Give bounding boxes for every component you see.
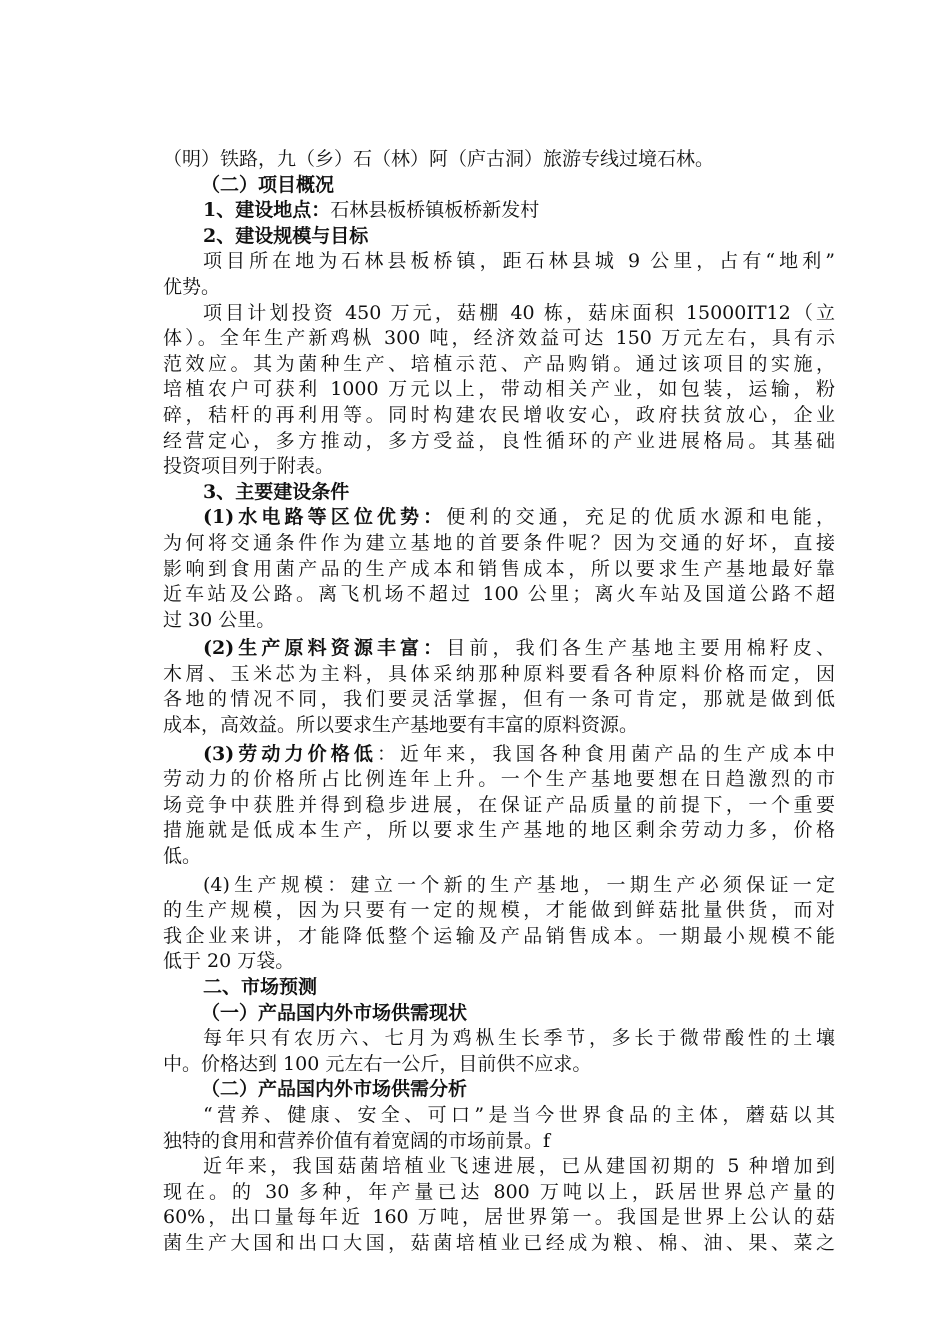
supply-analysis-heading: （二）产品国内外市场供需分析 xyxy=(201,1078,468,1101)
paragraph-line: 低。 xyxy=(163,845,202,868)
paragraph-line: 现在。的 30 多种，年产量已达 800 万吨以上，跃居世界总产量的 xyxy=(163,1180,835,1203)
condition-1-first-line xyxy=(163,505,835,531)
condition-3-text: ：近年来，我国各种食用菌产品的生产成本中 xyxy=(376,742,835,765)
supply-status-heading: （一）产品国内外市场供需现状 xyxy=(201,1001,468,1024)
paragraph-line: 低于 20 万袋。 xyxy=(163,950,295,973)
paragraph-line: 项目所在地为石林县板桥镇，距石林县城 9 公里，占有“地利” xyxy=(203,250,835,273)
paragraph-line: 场竞争中获胜并得到稳步进展，在保证产品质量的前提下，一个重要 xyxy=(163,793,835,816)
paragraph-line: 碎，秸杆的再利用等。同时构建农民增收安心，政府扶贫放心，企业 xyxy=(163,403,835,426)
scale-heading: 2、建设规模与目标 xyxy=(203,224,369,247)
paragraph-line: 范效应。其为菌种生产、培植示范、产品购销。通过该项目的实施， xyxy=(163,352,835,375)
paragraph-line: 项目计划投资 450 万元，菇棚 40 栋，菇床面积 15000IT12（立 xyxy=(203,301,835,324)
paragraph-line: 木屑、玉米芯为主料，具体采纳那种原料要看各种原料价格而定，因 xyxy=(163,662,835,685)
paragraph-line: 经营定心，多方推动，多方受益，良性循环的产业进展格局。其基础 xyxy=(163,429,835,452)
paragraph-line: 成本，高效益。所以要求生产基地要有丰富的原料资源。 xyxy=(163,714,639,737)
condition-4-line: (4)生产规模：建立一个新的生产基地，一期生产必须保证一定 xyxy=(203,873,835,896)
condition-1-text: 便利的交通，充足的优质水源和电能， xyxy=(446,506,835,529)
paragraph-line: “营养、健康、安全、可口”是当今世界食品的主体，蘑菇以其 xyxy=(203,1103,835,1126)
intro-line: （明）铁路，九（乡）石（林）阿（庐古洞）旅游专线过境石林。 xyxy=(163,148,715,170)
location-value: 石林县板桥镇板桥新发村 xyxy=(330,199,540,222)
condition-2-text: 目前，我们各生产基地主要用棉籽皮、 xyxy=(446,637,835,660)
paragraph-line: 我企业来讲，才能降低整个运输及产品销售成本。一期最小规模不能 xyxy=(163,924,835,947)
paragraph-line: 体）。全年生产新鸡枞 300 吨，经济效益可达 150 万元左右，具有示 xyxy=(163,327,835,350)
paragraph-line: 中。价格达到 100 元左右一公斤，目前供不应求。 xyxy=(163,1052,592,1075)
location-line xyxy=(163,198,835,224)
paragraph-line: 投资项目列于附表。 xyxy=(163,455,335,478)
paragraph-line: 过 30 公里。 xyxy=(163,608,276,631)
paragraph-line: 独特的食用和营养价值有着宽阔的市场前景。f xyxy=(163,1129,551,1152)
paragraph-line: 为何将交通条件作为建立基地的首要条件呢？因为交通的好坏，直接 xyxy=(163,531,835,554)
location-label: 1、建设地点： xyxy=(203,199,331,222)
paragraph-line: 60%，出口量每年近 160 万吨，居世界第一。我国是世界上公认的菇 xyxy=(163,1206,835,1229)
paragraph-line: 的生产规模，因为只要有一定的规模，才能做到鲜菇批量供货，而对 xyxy=(163,899,835,922)
condition-3-label: (3)劳动力价格低 xyxy=(203,742,377,765)
paragraph-line: 菌生产大国和出口大国，菇菌培植业已经成为粮、棉、油、果、菜之 xyxy=(163,1231,835,1254)
paragraph-line: 各地的情况不同，我们要灵活掌握，但有一条可肯定，那就是做到低 xyxy=(163,688,835,711)
condition-1-label: (1)水电路等区位优势： xyxy=(203,506,447,529)
market-heading: 二、市场预测 xyxy=(203,976,318,998)
condition-3-first-line xyxy=(163,742,835,768)
condition-2-label: (2)生产原料资源丰富： xyxy=(203,637,447,660)
paragraph-line: 近车站及公路。离飞机场不超过 100 公里；离火车站及国道公路不超 xyxy=(163,583,835,606)
paragraph-line: 近年来，我国菇菌培植业飞速进展，已从建国初期的 5 种增加到 xyxy=(203,1155,835,1178)
condition-2-first-line xyxy=(163,636,835,662)
paragraph-line: 措施就是低成本生产，所以要求生产基地的地区剩余劳动力多，价格 xyxy=(163,819,835,842)
paragraph-line: 优势。 xyxy=(163,275,221,298)
section-overview-heading: （二）项目概况 xyxy=(201,173,335,196)
paragraph-line: 影响到食用菌产品的生产成本和销售成本，所以要求生产基地最好靠 xyxy=(163,557,835,580)
conditions-heading: 3、主要建设条件 xyxy=(203,480,350,503)
paragraph-line: 每年只有农历六、七月为鸡枞生长季节，多长于微带酸性的土壤 xyxy=(203,1027,835,1050)
paragraph-line: 培植农户可获利 1000 万元以上，带动相关产业，如包装，运输，粉 xyxy=(163,378,835,401)
document-body xyxy=(163,147,835,1257)
paragraph-line: 劳动力的价格所占比例连年上升。一个生产基地要想在日趋激烈的市 xyxy=(163,768,835,791)
